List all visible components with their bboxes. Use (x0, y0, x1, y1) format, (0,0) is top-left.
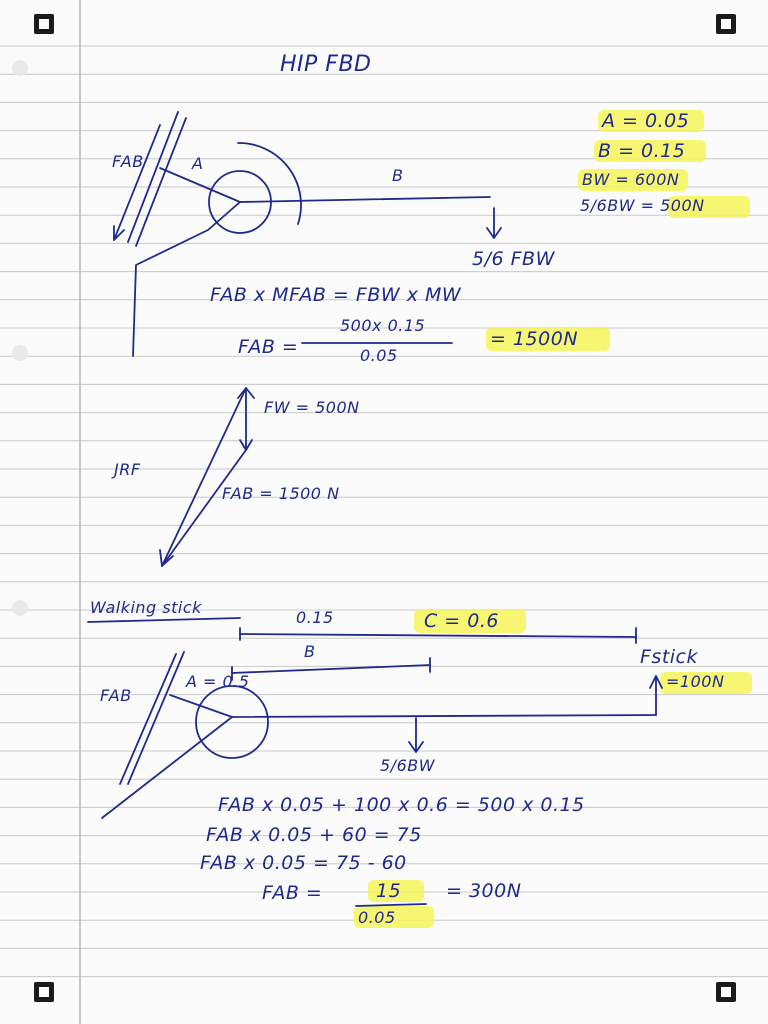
given-b: B = 0.15 (598, 140, 686, 162)
fraction-denominator: 0.05 (360, 346, 398, 365)
fraction-bar (356, 904, 426, 906)
label-jrf: JRF (114, 460, 141, 479)
femur-line (133, 202, 240, 356)
label-a: A (192, 154, 204, 173)
femur-line (102, 717, 232, 818)
label-stick-force: =100N (666, 672, 725, 691)
label-load-stick: 5/6BW (380, 756, 436, 775)
vector-triangle (160, 388, 254, 566)
fraction-numerator-2: 15 (376, 880, 402, 902)
equation-line-3: FAB x 0.05 = 75 - 60 (200, 852, 407, 874)
lever-line (232, 715, 656, 717)
dim-015: 0.15 (296, 608, 334, 627)
moment-arm-a (170, 695, 232, 717)
equation-line-1: FAB x 0.05 + 100 x 0.6 = 500 x 0.15 (218, 794, 585, 816)
result-1500n: = 1500N (490, 328, 579, 350)
label-fab-vector: FAB = 1500 N (222, 484, 340, 503)
label-fw: FW = 500N (264, 398, 360, 417)
result-300n: = 300N (446, 880, 522, 902)
abductor-line (136, 118, 186, 246)
given-five-sixth-bw: 5/6BW = 500N (580, 196, 705, 215)
abductor-line (128, 112, 178, 242)
dimension-b (232, 665, 430, 673)
label-a-stick: A = 0.5 (186, 672, 250, 691)
heading-underline (88, 618, 240, 622)
walking-stick-heading: Walking stick (90, 598, 202, 617)
label-b-stick: B (304, 642, 316, 661)
fraction-denominator-2: 0.05 (358, 908, 396, 927)
abductor-line (120, 654, 176, 784)
jrf-vector (162, 388, 246, 566)
label-load: 5/6 FBW (472, 248, 555, 270)
fab-vector (165, 450, 246, 562)
page-title: HIP FBD (280, 52, 372, 77)
fraction-numerator: 500x 0.15 (340, 316, 426, 335)
label-fstick: Fstick (640, 646, 699, 668)
moment-arm-b (240, 197, 490, 202)
label-fab: FAB (112, 152, 144, 171)
equation-line-2: FAB x 0.05 + 60 = 75 (206, 824, 422, 846)
fab-equals-2: FAB = (262, 882, 323, 904)
label-b: B (392, 166, 404, 185)
given-bw: BW = 600N (582, 170, 680, 189)
femoral-head-circle (196, 686, 268, 758)
label-fab-stick: FAB (100, 686, 132, 705)
moment-equation: FAB x MFAB = FBW x MW (210, 284, 462, 306)
label-c: C = 0.6 (424, 610, 499, 632)
dimension-c (240, 634, 636, 637)
fab-arrow-shaft (114, 125, 160, 240)
given-a: A = 0.05 (602, 110, 690, 132)
hip-fbd-diagram (114, 112, 501, 356)
fab-equals: FAB = (238, 336, 299, 358)
abductor-line (128, 652, 184, 784)
